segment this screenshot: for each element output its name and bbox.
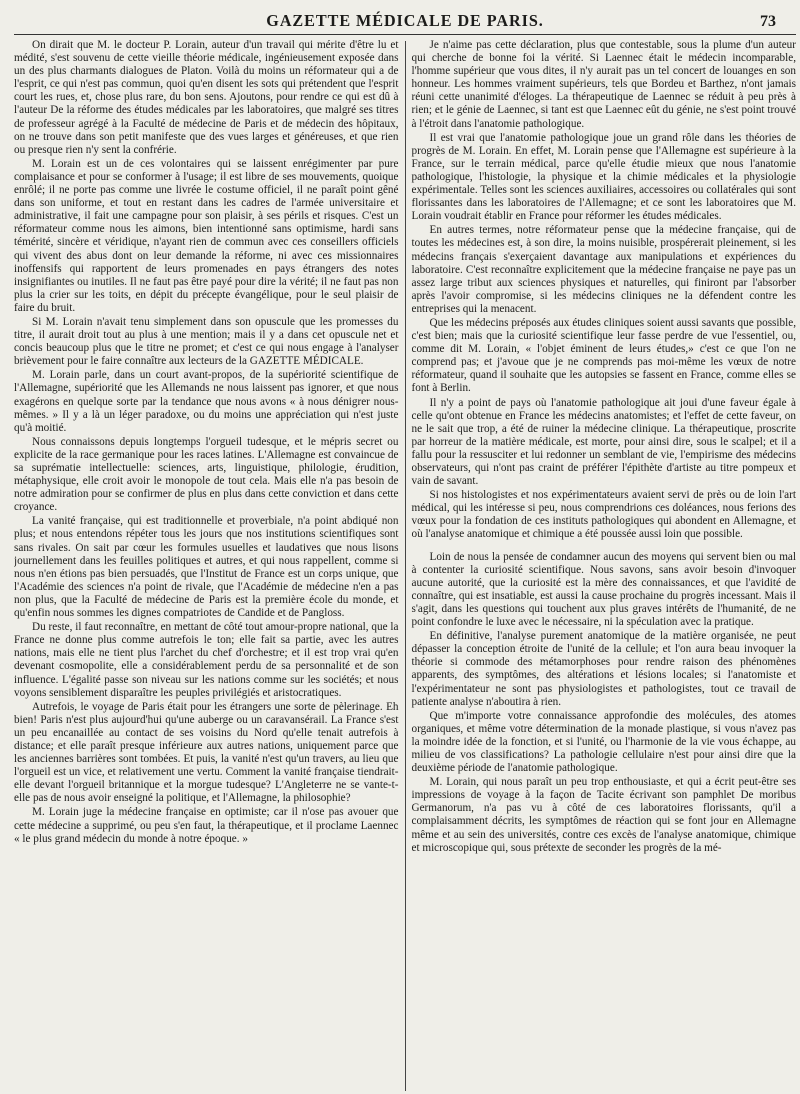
paragraph: Du reste, il faut reconnaître, en mettant de côté tout amour-propre national, que la France ne donne plus comme autrefois le ton; elle fait sa partie, avec les autres nations, mais elle ne tient plus l'archet du chef d'orchestre; et il est trop vrai qu'en devenant cosmopolite, elle a considérablement perdu de sa personnalité et de son influence. L'égalité passe son niveau sur les nations comme sur les sociétés; et nous voyons sensiblement disparaître les peuples privilégiés et aristocratiques. xyxy=(14,621,399,699)
paragraph: En définitive, l'analyse purement anatomique de la matière organisée, ne peut dépasser la conception étroite de l'unité de la cellule; et l'on aura beau invoquer la théorie si commode des métamorphoses pour rendre raison des phénomènes apparents, des symptômes, des altérations et lésions locales; si l'anatomiste et l'expérimentateur ne sont pas physiologistes et pathologistes, tout ce travail de patiente analyse n'aboutira à rien. xyxy=(411,630,796,708)
paragraph: La vanité française, qui est traditionnelle et proverbiale, n'a point abdiqué non plus; et nous entendons répéter tous les jours que nos institutions scientifiques sont sans rivales. On sait par cœur les formules usuelles et laudatives que nous lisons journellement dans les feuilles politiques et autres, et qui nous rappellent, comme si nous n'en étions pas bien persuadés, que l'Institut de France est un corps unique, que l'Académie des sciences n'a point de rivale, que l'Académie de médecine n'en a pas non plus, que la Faculté de médecine de Paris est la première école du monde, et qu'enfin nous sommes les dignes compatriotes de Candide et de Pangloss. xyxy=(14,515,399,620)
paragraph: Autrefois, le voyage de Paris était pour les étrangers une sorte de pèlerinage. Eh bien! Paris n'est plus aujourd'hui qu'une auberge ou un caravansérail. La France s'est un peu encanaillée au contact de ses voisins du Nord qu'elle tenait autrefois à distance; et elle paraît presque inférieure aux autres nations, uniquement parce que les anciennes barrières sont tombées. Et puis, la vanité n'est qu'un travers, au lieu que l'orgueil est un vice, et relativement une vertu. Comment la vanité française tiendrait-elle devant l'orgueil britannique et la morgue tudesque? L'Angleterre ne se vante-t-elle pas de nous avoir enseigné la politique, et l'Allemagne, la philosophie? xyxy=(14,700,399,805)
paragraph: Si nos histologistes et nos expérimentateurs avaient servi de près ou de loin l'art médical, qui les intéresse si peu, nous comprendrions ces doléances, nous ferions des vœux pour la fondation de ces instituts pathologiques qui abondent en Allemagne, et où l'analyse anatomique et chimique a été poussée aussi loin que possible. xyxy=(411,489,796,541)
paragraph: Loin de nous la pensée de condamner aucun des moyens qui servent bien ou mal à contenter la curiosité scientifique. Nous savons, sans avoir besoin d'invoquer aucune autorité, que la curiosité est la mère des connaissances, et que l'avidité de connaître, qui est insatiable, est aussi la cause prochaine du progrès incessant. Mais il s'agit, dans les questions qui touchent aux plus graves intérêts de l'humanité, de ne point confondre le luxe avec le nécessaire, ni la spéculation avec la pratique. xyxy=(411,550,796,629)
journal-title: GAZETTE MÉDICALE DE PARIS. xyxy=(266,11,544,30)
paragraph: M. Lorain juge la médecine française en optimiste; car il n'ose pas avouer que cette médecine a supprimé, ou peu s'en faut, la thérapeutique, et il proclame Laennec « le plus grand médecin du monde à notre époque. » xyxy=(14,806,399,845)
paragraph: Il est vrai que l'anatomie pathologique joue un grand rôle dans les théories de progrès de M. Lorain. En effet, M. Lorain pense que l'Allemagne est supérieure à la France, sur le terrain médical, parce qu'elle étudie mieux que nous l'anatomie pathologique, l'histologie, la physique et la chimie médicales et la physiologie expérimentale. Telles sont les sciences auxiliaires, accessoires ou collatérales qui sont florissantes dans les laboratoires de l'Allemagne; et ce sont les laboratoires que M. Lorain voudrait établir en France pour réformer les études médicales. xyxy=(411,131,796,223)
paragraph: Que les médecins préposés aux études cliniques soient aussi savants que possible, c'est bien; mais que la curiosité scientifique leur fasse perdre de vue l'essentiel, ou, comme dit M. Lorain, « l'objet éminent de leurs études,» c'est ce que l'on ne comprend pas; et j'avoue que je ne comprends pas moi-même les vœux de notre réformateur, quand il souhaite que les autopsies se fassent en France, comme elles se font à Berlin. xyxy=(411,316,796,395)
paragraph: Il n'y a point de pays où l'anatomie pathologique ait joui d'une faveur égale à celle qu'ont obtenue en France les médecins anatomistes; et l'effet de cette faveur, on ne le sait que trop, a été de ruiner la médecine clinique. La thérapeutique, proscrite par horreur de la matière médicale, est morte, pour ainsi dire, sous le scalpel; et il a fallu pour la ressusciter et lui redonner un semblant de vie, l'empirisme des médecins observateurs, qui n'ont pas craint de préférer l'épithète d'artiste au titre pompeux et vain de savant. xyxy=(411,396,796,488)
page-number: 73 xyxy=(760,13,776,30)
paragraph: M. Lorain est un de ces volontaires qui se laissent enrégimenter par pure complaisance et pour se conformer à l'usage; il est libre de ses mouvements, quoique enrôlé; il ne porte pas comme une livrée le costume officiel, il ne paraît point gêné dans son uniforme, et tout en restant dans les cadres de l'armée universitaire et administrative, il fait une campagne pour son plaisir, à ses périls et risques. C'est un réformateur comme nous les aimons, bien intentionné sans optimisme, hardi sans témérité, sincère et véridique, n'ayant rien de commun avec ces conseillers officiels qui vivent des abus dont on leur demande la réforme, ni avec ces missionnaires inoffensifs qui rapportent de leurs promenades en pays étrangers des notes insignifiantes ou inutiles. Il ne faut pas être payé pour dire la vérité; il ne faut pas non plus la crier sur les toits, en dépit du précepte évangélique, pour le seul plaisir de faire du bruit. xyxy=(14,157,399,314)
right-column xyxy=(406,39,797,1093)
paragraph: Si M. Lorain n'avait tenu simplement dans son opuscule que les promesses du titre, il aurait droit tout au plus à une mention; mais il y a dans cet opuscule net et concis beaucoup plus que le titre ne promet; et c'est ce qui nous engage à l'analyser brièvement pour le faire connaître aux lecteurs de la GAZETTE MÉDICALE. xyxy=(14,315,399,368)
left-column xyxy=(14,39,405,1093)
paragraph: On dirait que M. le docteur P. Lorain, auteur d'un travail qui mérite d'être lu et médité, s'est souvenu de cette vieille théorie médicale, ingénieusement exposée dans un des plus charmants dialogues de Platon. Voilà du moins un réformateur qui a de l'esprit, ce qui n'est pas commun, quoi qu'en disent les sots qui prétendent que l'esprit court les rues, et, chose plus rare, du bon sens. Ajoutons, pour rendre ce qui est dû à l'auteur De la réforme des études médicales par les laboratoires, que malgré ses titres de professeur agrégé à la Faculté de médecine de Paris et de médecin des hôpitaux, on ne trouve dans son petit manifeste que des vues larges et généreuses, et que rien ou presque rien n'y sent la confrérie. xyxy=(14,39,399,156)
text-columns xyxy=(14,39,796,1093)
paragraph: M. Lorain, qui nous paraît un peu trop enthousiaste, et qui a écrit peut-être ses impressions de voyage à la façon de Tacite écrivant son pamphlet De moribus Germanorum, n'a pas vu à côté de ces laboratoires florissants, qu'il a complaisamment décrits, les symptômes de réaction qui se font jour en Allemagne même et au sein des universités, contre ces excès de l'analyse anatomique, chimique et microscopique qui, sous prétexte de seconder les progrès de la mé- xyxy=(411,776,796,854)
paragraph: En autres termes, notre réformateur pense que la médecine française, qui de toutes les médecines est, à son dire, la moins nuisible, prospérerait pleinement, si les médecins français s'exerçaient davantage aux manipulations et expériences du laboratoire. C'est reconnaître explicitement que la médecine française ne paye pas un assez large tribut aux sciences physiques et naturelles, qui finiront par l'absorber après l'avoir compromise, si les médecins cliniques ne la défendent contre les entreprises qui la menacent. xyxy=(411,224,796,315)
paragraph: Je n'aime pas cette déclaration, plus que contestable, sous la plume d'un auteur qui cherche de bonne foi la vérité. Si Laennec était le médecin incomparable, l'homme supérieur que vous dites, il n'y aurait pas un tel concert de louanges en son honneur. Les hommes vraiment supérieurs, tels que Bordeu et Barthez, n'ont jamais réuni cette unanimité d'éloges. La thérapeutique de Laennec se réduit à peu près à rien; et le génie de Laennec, si tant est que Laennec eût du génie, ne s'est point trouvé à l'étroit dans l'anatomie pathologique. xyxy=(411,39,796,130)
paragraph: M. Lorain parle, dans un court avant-propos, de la supériorité scientifique de l'Allemagne, supériorité que les Allemands ne nous laissent pas ignorer, et que nous exagérons en quelque sorte par la tendance que nous avons « à nous dénigrer nous-mêmes. » Il y a là un léger paradoxe, ou du moins une appréciation qui n'est juste qu'à moitié. xyxy=(14,369,399,434)
running-header xyxy=(14,0,796,35)
paragraph: Nous connaissons depuis longtemps l'orgueil tudesque, et le mépris secret ou explicite de la race germanique pour les races latines. L'Allemagne est convaincue de sa suprématie intellectuelle: sciences, arts, linguistique, philologie, érudition, métaphysique, elle croit avoir le monopole de tout cela. Mais elle n'a pas besoin de notre admiration pour se confirmer de plus en plus dans cette conviction et dans cette croyance. xyxy=(14,435,399,514)
paragraph: Que m'importe votre connaissance approfondie des molécules, des atomes organiques, et même votre détermination de la monade plastique, si vous n'avez pas la moindre idée de la fonction, et si l'unité, ou l'harmonie de la vie vous échappe, au milieu de vos classifications? La pathologie cellulaire n'est pour ainsi dire que la deuxième période de l'anatomie pathologique. xyxy=(411,709,796,775)
